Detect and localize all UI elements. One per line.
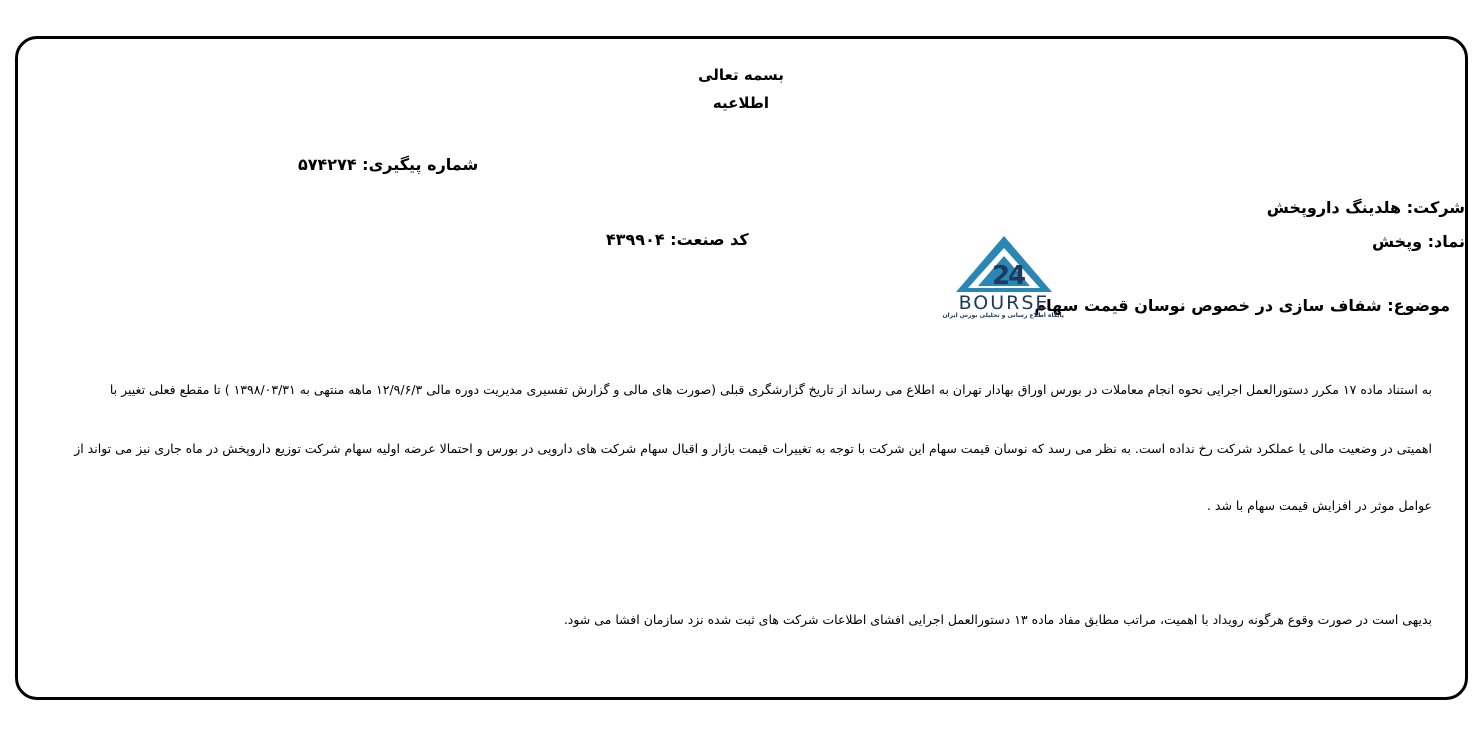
company-name bbox=[1267, 198, 1465, 217]
logo-wordmark: BOURSE bbox=[958, 292, 1050, 314]
industry-code-label: کد صنعت: bbox=[670, 230, 749, 249]
closing-paragraph: بدیهی است در صورت وقوع هرگونه رویداد با اهمیت، مراتب مطابق مفاد ماده ۱۳ دستورالعمل اجرایی افشای اطلاعات شرکت های ثبت شده نزد سازمان افشا می شود. bbox=[563, 612, 1432, 627]
industry-code-value: ۴۳۹۹۰۴ bbox=[606, 230, 665, 249]
svg-text:2: 2 bbox=[992, 261, 1011, 291]
symbol-value: وپخش bbox=[1371, 232, 1423, 251]
document-frame bbox=[15, 36, 1468, 700]
body-line-2: اهمیتی در وضعیت مالی یا عملکرد شرکت رخ نداده است. به نظر می رسد که نوسان قیمت سهام این شرکت با توجه به تغییرات قیمت بازار و اقبال سهام شرکت های دارویی در بورس و احتمالا عرضه اولیه سهام شرکت توزیع داروپخش در ماه جاری نیز می تواند از bbox=[74, 441, 1432, 456]
bourse-logo-graphic bbox=[944, 232, 1064, 294]
company-value: هلدینگ داروپخش bbox=[1266, 198, 1402, 217]
tracking-number-value: ۵۷۴۲۷۴ bbox=[298, 155, 357, 174]
body-line-3: عوامل موثر در افزایش قیمت سهام با شد . bbox=[1206, 498, 1432, 513]
symbol bbox=[1372, 232, 1465, 251]
tracking-number-label: شماره پیگیری: bbox=[362, 155, 479, 174]
company-label: شرکت: bbox=[1406, 198, 1465, 217]
subject bbox=[1034, 296, 1450, 315]
svg-text:4: 4 bbox=[1008, 261, 1027, 291]
subject-label: موضوع: bbox=[1387, 296, 1450, 315]
symbol-label: نماد: bbox=[1427, 232, 1465, 251]
bourse-logo-icon bbox=[944, 232, 1064, 328]
document-bismillah: بسمه تعالی bbox=[698, 66, 784, 84]
industry-code bbox=[606, 230, 749, 249]
logo-caption: پایگاه اطلاع رسانی و تحلیلی بورس ایران bbox=[942, 312, 1064, 319]
tracking-number bbox=[298, 155, 478, 174]
document-title: اطلاعیه bbox=[712, 94, 770, 112]
subject-value: شفاف سازی در خصوص نوسان قیمت سهام bbox=[1034, 296, 1382, 315]
body-line-1: به استناد ماده ۱۷ مکرر دستورالعمل اجرایی نحوه انجام معاملات در بورس اوراق بهادار تهران به اطلاع می رساند از تاریخ گزارشگری قبلی (صورت های مالی و گزارش تفسیری مدیریت دوره مالی ۱۲/۹/۶/۳ ماهه منتهی به ۱۳۹۸/۰۳/۳۱ ) تا مقطع فعلی تغییر با bbox=[109, 382, 1432, 397]
